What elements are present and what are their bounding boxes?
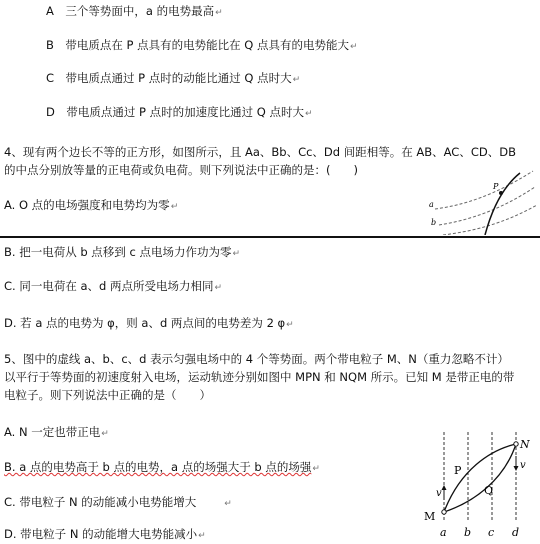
label-line-c: c	[488, 526, 495, 539]
q5-stem-line3: 电粒子。则下列说法中正确的是（ ）	[4, 388, 211, 402]
q4-option-d: D. 若 a 点的电势为 φ，则 a、d 两点间的电势差为 2 φ↵	[4, 316, 294, 330]
q5-option-c: C. 带电粒子 N 的动能减小电势能增大 ↵	[4, 495, 232, 509]
label-v-top: v	[520, 460, 526, 471]
q3-option-a: A 三个等势面中，a 的电势最高↵	[46, 4, 223, 18]
trajectory-mpn	[444, 444, 516, 512]
q4-option-a: A. O 点的电场强度和电势均为零↵	[4, 198, 179, 212]
q5-option-b: B. a 点的电势高于 b 点的电势，a 点的场强大于 b 点的场强↵	[4, 460, 320, 474]
page-break-rule	[0, 236, 540, 238]
label-line-a: a	[440, 526, 447, 539]
q3-option-d: D 带电质点通过 P 点时的加速度比通过 Q 点时大↵	[46, 105, 313, 119]
equipotential-curve-b	[439, 187, 535, 225]
trajectory-curve	[485, 173, 520, 235]
label-a: a	[429, 200, 434, 209]
equipotential-curve-a	[435, 171, 533, 209]
q4-stem-line2: 的中点分别放等量的正电荷或负电荷。则下列说法中正确的是：( )	[4, 163, 358, 177]
equipotential-figure-bottom	[420, 430, 538, 542]
q3-option-c: C 带电质点通过 P 点时的动能比通过 Q 点时大↵	[46, 71, 301, 85]
q5-stem-line1: 5、图中的虚线 a、b、c、d 表示匀强电场中的 4 个等势面。两个带电粒子 M、N（重力忽略不计）	[4, 352, 509, 366]
label-m: M	[424, 510, 436, 523]
q4-option-b: B. 把一电荷从 b 点移到 c 点电场力作功为零↵	[4, 245, 240, 259]
label-n: N	[520, 438, 530, 451]
label-v-bottom: v	[436, 488, 442, 499]
point-m-dot	[442, 510, 446, 514]
label-b: b	[431, 218, 437, 227]
point-p-dot	[499, 191, 503, 195]
q3-option-b: B 带电质点在 P 点具有的电势能比在 Q 点具有的电势能大↵	[46, 38, 358, 52]
label-line-b: b	[464, 526, 472, 539]
point-n-dot	[514, 442, 518, 446]
label-p: P	[493, 182, 499, 191]
q5-option-d: D. 带电粒子 N 的动能增大电势能减小↵	[4, 527, 206, 541]
trajectory-nqm	[444, 444, 516, 512]
equipotential-figure-top	[425, 165, 537, 235]
q4-option-c: C. 同一电荷在 a、d 两点所受电场力相同↵	[4, 279, 223, 293]
q4-stem-line1: 4、现有两个边长不等的正方形，如图所示，且 Aa、Bb、Cc、Dd 间距相等。在 AB、AC、CD、DB	[4, 145, 516, 159]
label-q: Q	[484, 484, 494, 497]
q5-option-a: A. N 一定也带正电↵	[4, 425, 109, 439]
label-p: P	[454, 464, 462, 477]
velocity-arrowhead-n	[514, 466, 519, 471]
label-line-d: d	[512, 526, 520, 539]
velocity-arrowhead-m	[442, 485, 447, 490]
q5-stem-line2: 以平行于等势面的初速度射入电场，运动轨迹分别如图中 MPN 和 NQM 所示。已知 M 是带正电的带	[4, 370, 515, 384]
